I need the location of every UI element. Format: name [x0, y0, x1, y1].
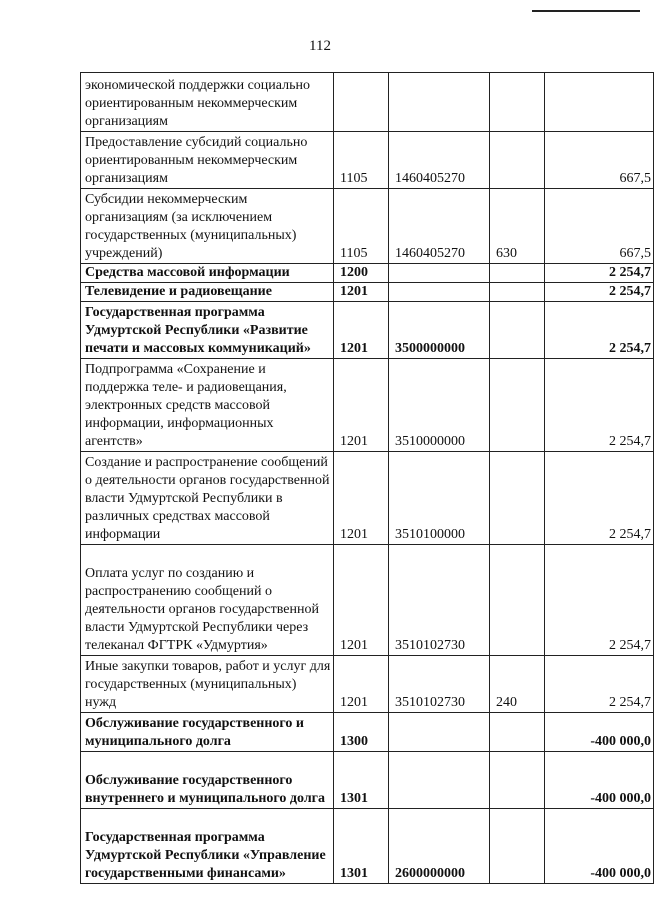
- table-row: [81, 264, 654, 283]
- row-name-cell: Обслуживание государственного внутреннего и муниципального долга: [81, 752, 334, 809]
- table-row: [81, 359, 654, 452]
- row-section-cell: 1201: [334, 656, 389, 713]
- row-name-cell: Средства массовой информации: [81, 264, 334, 283]
- row-kind-cell: [490, 359, 545, 452]
- table-row: [81, 132, 654, 189]
- corner-mark: [532, 0, 640, 12]
- row-target-cell: 3500000000: [389, 302, 490, 359]
- row-target-cell: 3510102730: [389, 656, 490, 713]
- row-section-cell: 1201: [334, 283, 389, 302]
- row-target-cell: 3510000000: [389, 359, 490, 452]
- row-sum-cell: 2 254,7: [545, 359, 654, 452]
- table-row: [81, 656, 654, 713]
- table-row: [81, 452, 654, 545]
- row-section-cell: 1201: [334, 359, 389, 452]
- row-sum-cell: -400 000,0: [545, 752, 654, 809]
- row-name-cell: экономической поддержки социально ориентированным некоммерческим организациям: [81, 73, 334, 132]
- row-target-cell: [389, 73, 490, 132]
- row-name-cell: Государственная программа Удмуртской Республики «Развитие печати и массовых коммуникаций»: [81, 302, 334, 359]
- table-row: [81, 545, 654, 656]
- row-name-cell: Обслуживание государственного и муниципального долга: [81, 713, 334, 752]
- row-target-cell: 1460405270: [389, 189, 490, 264]
- row-section-cell: 1105: [334, 132, 389, 189]
- row-kind-cell: [490, 73, 545, 132]
- row-target-cell: [389, 713, 490, 752]
- table-row: [81, 189, 654, 264]
- budget-table-body: [81, 73, 654, 884]
- row-name-cell: Создание и распространение сообщений о деятельности органов государственной власти Удмуртской Республики в различных средствах массовой информации: [81, 452, 334, 545]
- table-row: [81, 752, 654, 809]
- row-section-cell: 1105: [334, 189, 389, 264]
- row-sum-cell: [545, 73, 654, 132]
- row-sum-cell: 2 254,7: [545, 656, 654, 713]
- row-target-cell: [389, 752, 490, 809]
- row-sum-cell: 2 254,7: [545, 283, 654, 302]
- table-row: [81, 302, 654, 359]
- row-sum-cell: -400 000,0: [545, 809, 654, 884]
- row-kind-cell: [490, 452, 545, 545]
- row-target-cell: 2600000000: [389, 809, 490, 884]
- row-sum-cell: 667,5: [545, 132, 654, 189]
- row-section-cell: 1201: [334, 302, 389, 359]
- row-kind-cell: [490, 545, 545, 656]
- row-section-cell: 1300: [334, 713, 389, 752]
- row-section-cell: 1301: [334, 809, 389, 884]
- row-section-cell: [334, 73, 389, 132]
- row-section-cell: 1201: [334, 545, 389, 656]
- row-kind-cell: 240: [490, 656, 545, 713]
- budget-table: [80, 72, 654, 884]
- row-target-cell: 1460405270: [389, 132, 490, 189]
- row-kind-cell: [490, 713, 545, 752]
- row-sum-cell: 2 254,7: [545, 264, 654, 283]
- row-sum-cell: 667,5: [545, 189, 654, 264]
- row-section-cell: 1201: [334, 452, 389, 545]
- row-kind-cell: [490, 302, 545, 359]
- row-target-cell: [389, 283, 490, 302]
- row-kind-cell: [490, 283, 545, 302]
- table-row: [81, 809, 654, 884]
- row-kind-cell: [490, 264, 545, 283]
- page-number: 112: [309, 38, 331, 54]
- row-kind-cell: [490, 809, 545, 884]
- row-target-cell: 3510100000: [389, 452, 490, 545]
- row-kind-cell: 630: [490, 189, 545, 264]
- table-row: [81, 283, 654, 302]
- table-row: [81, 73, 654, 132]
- row-kind-cell: [490, 752, 545, 809]
- row-name-cell: Подпрограмма «Сохранение и поддержка теле- и радиовещания, электронных средств массовой информации, информационных агентств»: [81, 359, 334, 452]
- row-name-cell: Субсидии некоммерческим организациям (за исключением государственных (муниципальных) учреждений): [81, 189, 334, 264]
- row-name-cell: Предоставление субсидий социально ориентированным некоммерческим организациям: [81, 132, 334, 189]
- row-name-cell: Телевидение и радиовещание: [81, 283, 334, 302]
- row-sum-cell: 2 254,7: [545, 545, 654, 656]
- row-target-cell: [389, 264, 490, 283]
- row-name-cell: Оплата услуг по созданию и распространению сообщений о деятельности органов государственной власти Удмуртской Республики через телеканал ФГТРК «Удмуртия»: [81, 545, 334, 656]
- row-name-cell: Иные закупки товаров, работ и услуг для государственных (муниципальных) нужд: [81, 656, 334, 713]
- row-sum-cell: -400 000,0: [545, 713, 654, 752]
- row-name-cell: Государственная программа Удмуртской Республики «Управление государственными финансами»: [81, 809, 334, 884]
- row-sum-cell: 2 254,7: [545, 452, 654, 545]
- row-sum-cell: 2 254,7: [545, 302, 654, 359]
- row-kind-cell: [490, 132, 545, 189]
- row-target-cell: 3510102730: [389, 545, 490, 656]
- row-section-cell: 1200: [334, 264, 389, 283]
- row-section-cell: 1301: [334, 752, 389, 809]
- table-row: [81, 713, 654, 752]
